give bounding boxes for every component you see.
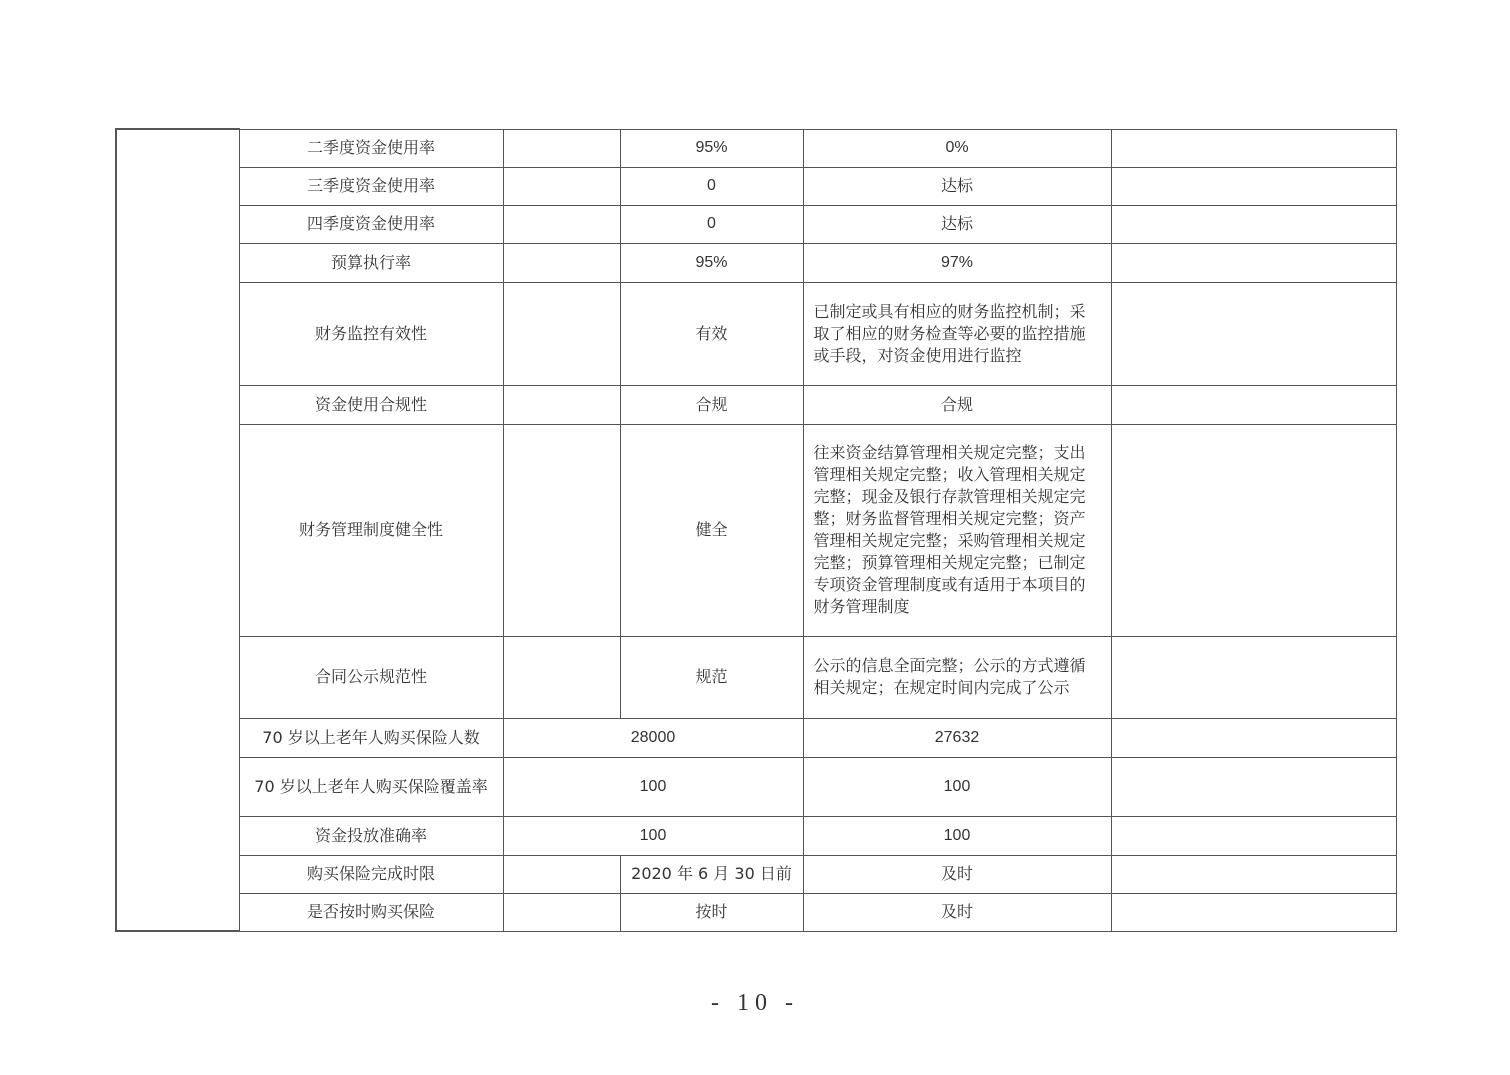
- target-cell: 0: [620, 205, 803, 243]
- target-cell: 100: [503, 757, 803, 816]
- note-cell: [503, 129, 620, 167]
- actual-cell: 及时: [803, 893, 1111, 931]
- note-cell: [503, 167, 620, 205]
- table-row: [116, 243, 1396, 282]
- note-cell: [503, 205, 620, 243]
- actual-cell: [803, 424, 1111, 636]
- actual-cell: 及时: [803, 855, 1111, 893]
- table-row: [116, 129, 1396, 167]
- target-cell: 2020 年 6 月 30 日前: [620, 855, 803, 893]
- indicator-cell: 二季度资金使用率: [239, 129, 503, 167]
- table-row: [116, 167, 1396, 205]
- target-cell: 健全: [620, 424, 803, 636]
- indicator-cell: 资金使用合规性: [239, 385, 503, 424]
- target-cell: 有效: [620, 282, 803, 385]
- target-cell: 0: [620, 167, 803, 205]
- remark-cell: [1111, 385, 1396, 424]
- indicator-cell: 合同公示规范性: [239, 636, 503, 718]
- table-row: [116, 385, 1396, 424]
- remark-cell: [1111, 167, 1396, 205]
- actual-text: 已制定或具有相应的财务监控机制；采取了相应的财务检查等必要的监控措施或手段，对资金使用进行监控: [813, 301, 1086, 365]
- table-row: [116, 205, 1396, 243]
- performance-indicator-table: [115, 128, 1397, 932]
- table-row: [116, 893, 1396, 931]
- actual-cell: 合规: [803, 385, 1111, 424]
- indicator-cell: 资金投放准确率: [239, 816, 503, 855]
- table-row: [116, 282, 1396, 385]
- actual-cell: 达标: [803, 205, 1111, 243]
- category-cell: [116, 129, 239, 931]
- actual-cell: [803, 282, 1111, 385]
- note-cell: [503, 385, 620, 424]
- remark-cell: [1111, 893, 1396, 931]
- remark-cell: [1111, 243, 1396, 282]
- indicator-cell: 财务监控有效性: [239, 282, 503, 385]
- remark-cell: [1111, 718, 1396, 757]
- remark-cell: [1111, 424, 1396, 636]
- remark-cell: [1111, 816, 1396, 855]
- table-row: [116, 855, 1396, 893]
- note-cell: [503, 893, 620, 931]
- table-row: [116, 816, 1396, 855]
- note-cell: [503, 636, 620, 718]
- page-number: - 10 -: [711, 990, 799, 1016]
- indicator-cell: 四季度资金使用率: [239, 205, 503, 243]
- actual-cell: 0%: [803, 129, 1111, 167]
- target-cell: 按时: [620, 893, 803, 931]
- note-cell: [503, 424, 620, 636]
- actual-cell: 100: [803, 816, 1111, 855]
- indicator-cell: 购买保险完成时限: [239, 855, 503, 893]
- indicator-cell: 三季度资金使用率: [239, 167, 503, 205]
- actual-cell: [803, 636, 1111, 718]
- table-row: [116, 636, 1396, 718]
- actual-text: 公示的信息全面完整；公示的方式遵循相关规定；在规定时间内完成了公示: [813, 656, 1086, 697]
- actual-cell: 97%: [803, 243, 1111, 282]
- actual-cell: 100: [803, 757, 1111, 816]
- indicator-cell: 是否按时购买保险: [239, 893, 503, 931]
- remark-cell: [1111, 855, 1396, 893]
- remark-cell: [1111, 636, 1396, 718]
- target-cell: 合规: [620, 385, 803, 424]
- remark-cell: [1111, 129, 1396, 167]
- target-cell: 规范: [620, 636, 803, 718]
- remark-cell: [1111, 205, 1396, 243]
- indicator-cell: 70 岁以上老年人购买保险人数: [239, 718, 503, 757]
- table-row: [116, 718, 1396, 757]
- target-cell: 100: [503, 816, 803, 855]
- table-row: [116, 424, 1396, 636]
- remark-cell: [1111, 282, 1396, 385]
- note-cell: [503, 282, 620, 385]
- indicator-cell: 财务管理制度健全性: [239, 424, 503, 636]
- indicator-cell: 预算执行率: [239, 243, 503, 282]
- indicator-cell: 70 岁以上老年人购买保险覆盖率: [239, 757, 503, 816]
- target-cell: 95%: [620, 243, 803, 282]
- table-row: [116, 757, 1396, 816]
- target-cell: 95%: [620, 129, 803, 167]
- actual-cell: 达标: [803, 167, 1111, 205]
- remark-cell: [1111, 757, 1396, 816]
- actual-text: 往来资金结算管理相关规定完整；支出管理相关规定完整；收入管理相关规定完整；现金及银行存款管理相关规定完整；财务监督管理相关规定完整；资产管理相关规定完整；采购管理相关规定完整；预算管理相关规定完整；已制定专项资金管理制度或有适用于本项目的财务管理制度: [813, 443, 1086, 616]
- note-cell: [503, 243, 620, 282]
- actual-cell: 27632: [803, 718, 1111, 757]
- note-cell: [503, 855, 620, 893]
- target-cell: 28000: [503, 718, 803, 757]
